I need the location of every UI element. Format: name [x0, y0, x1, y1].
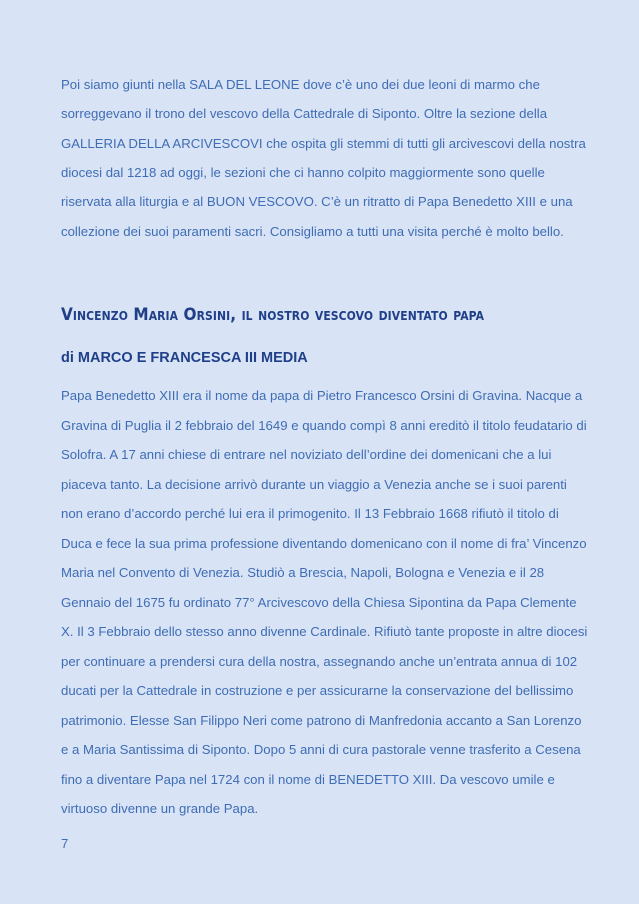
article-line: Gennaio del 1675 fu ordinato 77° Arcivescovo della Chiesa Sipontina da Papa Clemente: [61, 595, 577, 610]
article-line: e a Maria Santissima di Siponto. Dopo 5 anni di cura pastorale venne trasferito a Cesena: [61, 742, 581, 757]
article-line: Papa Benedetto XIII era il nome da papa di Pietro Francesco Orsini di Gravina. Nacque a: [61, 388, 583, 403]
intro-line: sorreggevano il trono del vescovo della Cattedrale di Siponto. Oltre la sezione della: [61, 106, 548, 121]
article-line: Maria nel Convento di Venezia. Studiò a Brescia, Napoli, Bologna e Venezia e il 28: [61, 565, 545, 580]
intro-line: diocesi dal 1218 ad oggi, le sezioni che ci hanno colpito maggiormente sono quelle: [61, 165, 545, 180]
article-line: patrimonio. Elesse San Filippo Neri come patrono di Manfredonia accanto a San Lorenzo: [61, 713, 582, 728]
article-line: X. Il 3 Febbraio dello stesso anno divenne Cardinale. Rifiutò tante proposte in altre diocesi: [61, 624, 588, 639]
article-line: fino a diventare Papa nel 1724 con il nome di BENEDETTO XIII. Da vescovo umile e: [61, 772, 555, 787]
article-byline: di MARCO E FRANCESCA III MEDIA: [61, 350, 308, 366]
intro-line: collezione dei suoi paramenti sacri. Consigliamo a tutti una visita perché è molto bello.: [61, 224, 564, 239]
article-line: piaceva tanto. La decisione arrivò durante un viaggio a Venezia anche se i suoi parenti: [61, 477, 567, 492]
intro-line: Poi siamo giunti nella SALA DEL LEONE dove c’è uno dei due leoni di marmo che: [61, 77, 540, 92]
article-line: virtuoso divenne un grande Papa.: [61, 801, 259, 816]
article-line: per continuare a prendersi cura della nostra, assegnando anche un’entrata annua di 102: [61, 654, 578, 669]
article-line: non erano d’accordo perché lui era il primogenito. Il 13 Febbraio 1668 rifiutò il titolo di: [61, 506, 559, 521]
article-line: Solofra. A 17 anni chiese di entrare nel noviziato dell’ordine dei domenicani che a lui: [61, 447, 552, 462]
article-line: Duca e fece la sua prima professione diventando domenicano con il nome di fra’ Vincenzo: [61, 536, 587, 551]
page-number: 7: [61, 836, 69, 851]
article-line: Gravina di Puglia il 2 febbraio del 1649 e quando compì 8 anni ereditò il titolo feudatario di: [61, 418, 587, 433]
article-line: ducati per la Cattedrale in costruzione e per assicurarne la conservazione del bellissimo: [61, 683, 574, 698]
intro-line: GALLERIA DELLA ARCIVESCOVI che ospita gli stemmi di tutti gli arcivescovi della nostra: [61, 136, 586, 151]
article-title: Vincenzo Maria Orsini, il nostro vescovo diventato papa: [61, 305, 485, 325]
intro-line: riservata alla liturgia e al BUON VESCOVO. C’è un ritratto di Papa Benedetto XIII e una: [61, 194, 573, 209]
